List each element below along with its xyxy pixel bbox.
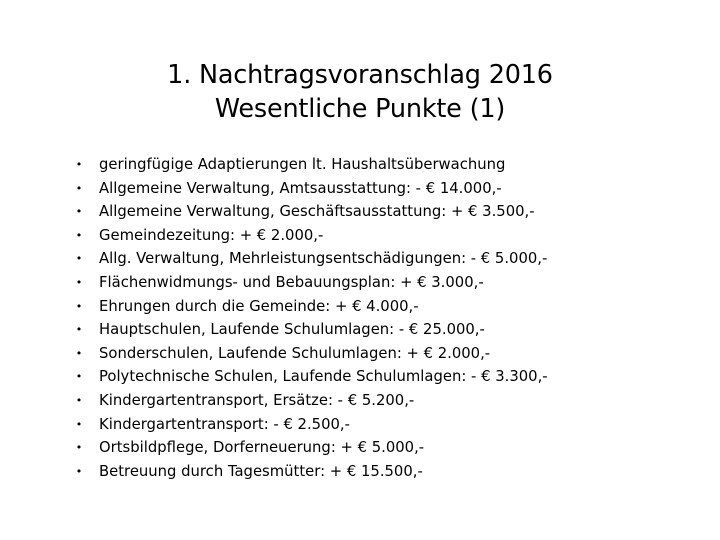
bullet-icon: •: [75, 205, 83, 219]
bullet-text: geringfügige Adaptierungen lt. Haushaltsüberwachung: [99, 156, 506, 173]
bullet-icon: •: [75, 393, 83, 407]
bullet-text: Gemeindezeitung: + € 2.000,-: [99, 226, 324, 244]
bullet-icon: •: [75, 417, 83, 431]
list-item: [0, 224, 720, 248]
bullet-text: Flächenwidmungs- und Bebauungsplan: + € 3.000,-: [99, 273, 484, 291]
title-line-2: Wesentliche Punkte (1): [214, 94, 506, 124]
bullet-text: Hauptschulen, Laufende Schulumlagen: - € 25.000,-: [99, 321, 485, 339]
list-item: [0, 342, 720, 366]
bullet-text: Betreuung durch Tagesmütter: + € 15.500,-: [99, 462, 423, 480]
bullet-icon: •: [75, 158, 83, 171]
bullet-text: Ehrungen durch die Gemeinde: + € 4.000,-: [99, 297, 419, 315]
list-item: [0, 389, 720, 413]
list-item: [0, 271, 720, 295]
bullet-text: Kindergartentransport: - € 2.500,-: [99, 415, 350, 433]
list-item: [0, 247, 720, 271]
list-item: [0, 413, 720, 437]
list-item: [0, 177, 720, 201]
slide-title: [0, 58, 720, 126]
bullet-text: Polytechnische Schulen, Laufende Schulumlagen: - € 3.300,-: [99, 368, 548, 386]
list-item: [0, 295, 720, 319]
bullet-icon: •: [75, 441, 83, 455]
bullet-icon: •: [75, 346, 83, 360]
bullet-text: Allgemeine Verwaltung, Amtsausstattung: - € 14.000,-: [99, 179, 502, 197]
bullet-icon: •: [75, 299, 83, 313]
bullet-icon: •: [75, 181, 83, 195]
bullet-icon: •: [75, 228, 83, 242]
title-line-1: 1. Nachtragsvoranschlag 2016: [167, 60, 553, 90]
bullet-icon: •: [75, 323, 83, 337]
bullet-icon: •: [75, 464, 83, 478]
list-item: [0, 436, 720, 460]
bullet-text: Allgemeine Verwaltung, Geschäftsausstattung: + € 3.500,-: [99, 203, 535, 221]
list-item: [0, 200, 720, 224]
bullet-text: Ortsbildpflege, Dorferneuerung: + € 5.000,-: [99, 439, 425, 457]
bullet-list: [0, 153, 720, 483]
bullet-icon: •: [75, 370, 83, 384]
list-item: [0, 318, 720, 342]
bullet-text: Sonderschulen, Laufende Schulumlagen: + € 2.000,-: [99, 344, 491, 362]
bullet-text: Kindergartentransport, Ersätze: - € 5.200,-: [99, 391, 415, 409]
list-item: [0, 365, 720, 389]
list-item: [0, 153, 720, 177]
list-item: [0, 460, 720, 484]
bullet-icon: •: [75, 252, 83, 266]
bullet-icon: •: [75, 275, 83, 289]
bullet-text: Allg. Verwaltung, Mehrleistungsentschädigungen: - € 5.000,-: [99, 250, 548, 268]
